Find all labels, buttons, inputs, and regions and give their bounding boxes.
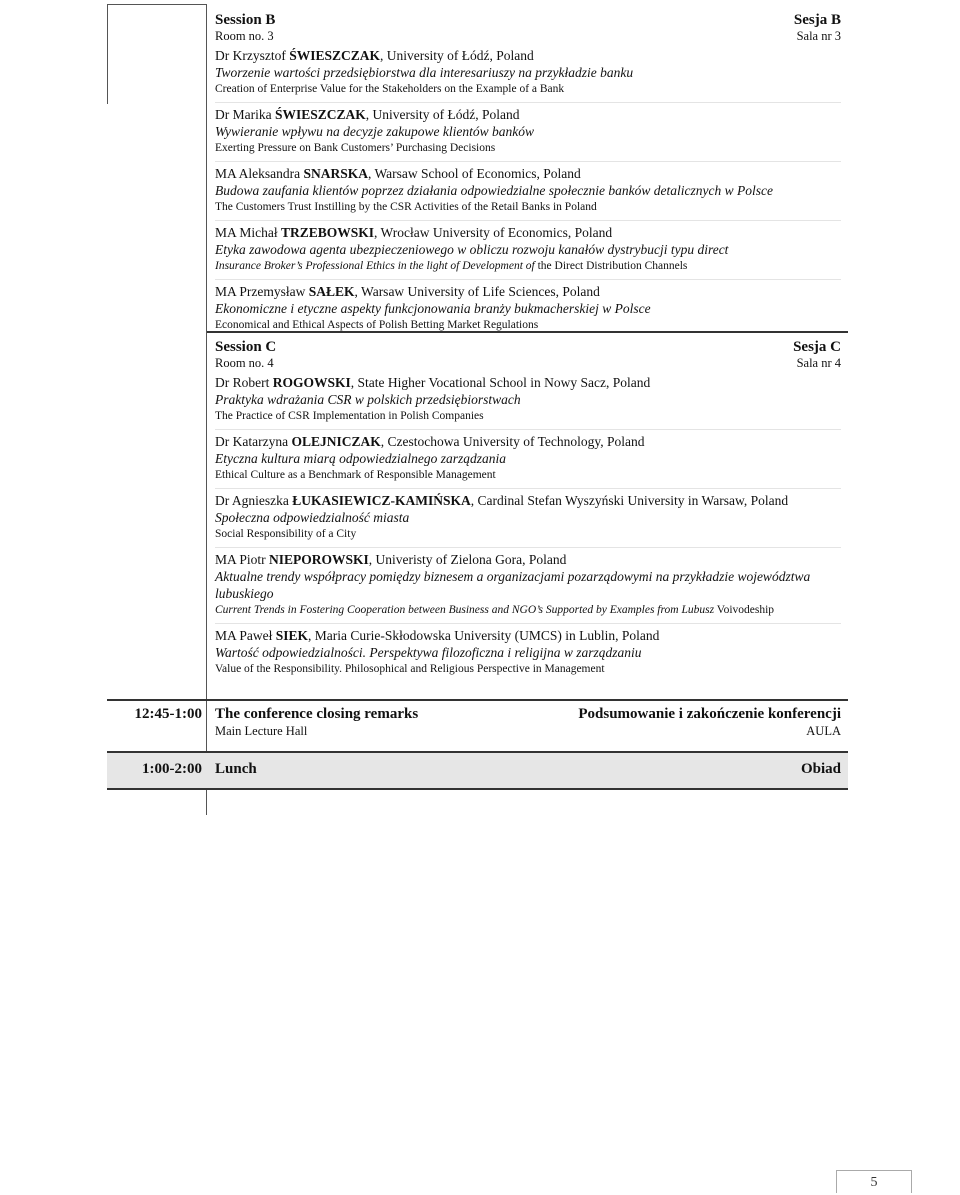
session-b-header: [215, 11, 841, 29]
session-c-room-row: [215, 356, 841, 371]
session-b-talk-list: [215, 44, 841, 338]
speaker-prefix: MA Aleksandra: [215, 166, 304, 181]
speaker-affiliation: , University of Łódź, Poland: [380, 48, 534, 63]
session-b-title-pl: Sesja B: [793, 12, 841, 28]
session-b-title: Session B: [215, 12, 276, 28]
session-c-header: [215, 338, 841, 356]
talk-title-pl: Praktyka wdrażania CSR w polskich przedsiębiorstwach: [215, 392, 521, 407]
talk-entry: [215, 221, 841, 280]
talk-entry: [215, 489, 841, 548]
talk-title-pl: Etyczna kultura miarą odpowiedzialnego zarządzania: [215, 451, 506, 466]
lunch-title: Lunch: [215, 761, 257, 777]
session-c-title: Session C: [215, 339, 277, 355]
speaker-affiliation: , University of Łódź, Poland: [365, 107, 520, 122]
speaker-surname: ŁUKASIEWICZ-KAMIŃSKA: [292, 493, 471, 508]
speaker-affiliation: , Cardinal Stefan Wyszyński University in Warsaw, Poland: [470, 493, 789, 508]
talk-entry: [215, 624, 841, 682]
speaker-surname: SIEK: [275, 628, 309, 643]
session-c-room-pl: Sala nr 4: [796, 356, 841, 370]
speaker-line: [215, 47, 841, 64]
closing-top-border: [107, 699, 848, 701]
talk-title-en-italic: Insurance Broker’s Professional Ethics in the light of Development of: [215, 260, 535, 272]
session-c-talk-list: [215, 371, 841, 682]
talk-title-en-rest: Voivodeship: [714, 604, 775, 616]
lunch-time: 1:00-2:00: [142, 761, 202, 777]
speaker-prefix: MA Michał: [215, 225, 281, 240]
talk-entry: [215, 280, 841, 338]
closing-time: 12:45-1:00: [134, 706, 202, 722]
session-b-room-pl: Sala nr 3: [796, 29, 841, 43]
speaker-prefix: Dr Katarzyna: [215, 434, 292, 449]
talk-title-pl: Tworzenie wartości przedsiębiorstwa dla interesariuszy na przykładzie banku: [215, 65, 634, 80]
talk-entry: [215, 103, 841, 162]
speaker-affiliation: , Warsaw School of Economics, Poland: [368, 166, 581, 181]
speaker-affiliation: , Univeristy of Zielona Gora, Poland: [368, 552, 567, 567]
speaker-surname: OLEJNICZAK: [291, 434, 381, 449]
closing-title-pl: Podsumowanie i zakończenie konferencji: [578, 706, 841, 722]
talk-title-en: Exerting Pressure on Bank Customers’ Purchasing Decisions: [215, 142, 496, 154]
session-b-room: Room no. 3: [215, 29, 274, 43]
talk-title-en-italic: Current Trends in Fostering Cooperation between Business and NGO’s Supported by Examples from Lubusz: [215, 604, 715, 616]
talk-entry: [215, 44, 841, 103]
speaker-line: [215, 627, 841, 644]
talk-title-en: [215, 258, 841, 274]
table-left-border-top: [107, 4, 108, 104]
talk-title-pl: Ekonomiczne i etyczne aspekty funkcjonowania branży bukmacherskiej w Polsce: [215, 301, 651, 316]
talk-title-pl: Społeczna odpowiedzialność miasta: [215, 510, 410, 525]
speaker-surname: ŚWIESZCZAK: [274, 107, 366, 122]
speaker-surname: SNARSKA: [303, 166, 369, 181]
closing-place-pl: AULA: [806, 724, 841, 738]
speaker-affiliation: , Czestochowa University of Technology, Poland: [380, 434, 645, 449]
speaker-surname: NIEPOROWSKI: [269, 552, 369, 567]
talk-title-pl: Wywieranie wpływu na decyzje zakupowe klientów banków: [215, 124, 534, 139]
lunch-title-row: [215, 761, 841, 778]
lunch-top-border: [107, 751, 848, 753]
speaker-line: [215, 283, 841, 300]
speaker-prefix: MA Paweł: [215, 628, 276, 643]
speaker-prefix: Dr Marika: [215, 107, 275, 122]
speaker-line: [215, 433, 841, 450]
speaker-surname: TRZEBOWSKI: [281, 225, 375, 240]
session-b: [215, 11, 841, 338]
speaker-line: [215, 165, 841, 182]
closing-title: The conference closing remarks: [215, 706, 419, 722]
talk-entry: [215, 371, 841, 430]
lunch-title-pl: Obiad: [800, 761, 841, 777]
speaker-affiliation: , Maria Curie-Skłodowska University (UMCS) in Lublin, Poland: [308, 628, 660, 643]
speaker-line: [215, 224, 841, 241]
closing-place: Main Lecture Hall: [215, 724, 308, 738]
session-b-room-row: [215, 29, 841, 44]
speaker-line: [215, 551, 841, 568]
talk-title-en: The Customers Trust Instilling by the CSR Activities of the Retail Banks in Poland: [215, 201, 597, 213]
closing-place-row: [215, 724, 841, 739]
talk-title-en: The Practice of CSR Implementation in Polish Companies: [215, 410, 484, 422]
lunch-bottom-border: [107, 788, 848, 790]
talk-title-pl: Budowa zaufania klientów poprzez działania odpowiedzialne społecznie banków detalicznych w Polsce: [215, 183, 773, 198]
table-column-divider: [206, 4, 207, 815]
talk-title-en: Ethical Culture as a Benchmark of Responsible Management: [215, 469, 496, 481]
speaker-affiliation: , Wrocław University of Economics, Poland: [374, 225, 613, 240]
speaker-prefix: Dr Krzysztof: [215, 48, 290, 63]
speaker-affiliation: , State Higher Vocational School in Nowy Sacz, Poland: [350, 375, 651, 390]
closing-title-row: [215, 706, 841, 723]
speaker-prefix: Dr Agnieszka: [215, 493, 293, 508]
session-divider: [207, 331, 848, 333]
talk-title-pl: Aktualne trendy współpracy pomiędzy biznesem a organizacjami pozarządowymi na przykładzie województwa lubuskiego: [215, 569, 811, 601]
speaker-line: [215, 106, 841, 123]
speaker-surname: ŚWIESZCZAK: [289, 48, 381, 63]
talk-entry: [215, 430, 841, 489]
table-top-border: [107, 4, 207, 5]
speaker-prefix: MA Piotr: [215, 552, 270, 567]
talk-title-en: Social Responsibility of a City: [215, 528, 357, 540]
page-number: 5: [836, 1170, 912, 1193]
session-c-title-pl: Sesja C: [793, 339, 841, 355]
talk-entry: [215, 162, 841, 221]
speaker-affiliation: , Warsaw University of Life Sciences, Poland: [354, 284, 600, 299]
speaker-line: [215, 492, 841, 509]
session-c: [215, 338, 841, 682]
talk-title-en: Creation of Enterprise Value for the Stakeholders on the Example of a Bank: [215, 83, 565, 95]
talk-title-en: Value of the Responsibility. Philosophical and Religious Perspective in Management: [215, 663, 605, 675]
session-c-room: Room no. 4: [215, 356, 274, 370]
talk-title-en: Economical and Ethical Aspects of Polish Betting Market Regulations: [215, 319, 539, 331]
talk-title-en: [215, 602, 841, 618]
speaker-surname: ROGOWSKI: [272, 375, 351, 390]
talk-title-pl: Etyka zawodowa agenta ubezpieczeniowego w obliczu rozwoju kanałów dystrybucji typu direct: [215, 242, 729, 257]
speaker-prefix: Dr Robert: [215, 375, 273, 390]
speaker-prefix: MA Przemysław: [215, 284, 309, 299]
speaker-surname: SAŁEK: [308, 284, 355, 299]
speaker-line: [215, 374, 841, 391]
talk-title-pl: Wartość odpowiedzialności. Perspektywa filozoficzna i religijna w zarządzaniu: [215, 645, 642, 660]
talk-title-en-rest: the Direct Distribution Channels: [534, 260, 688, 272]
talk-entry: [215, 548, 841, 624]
